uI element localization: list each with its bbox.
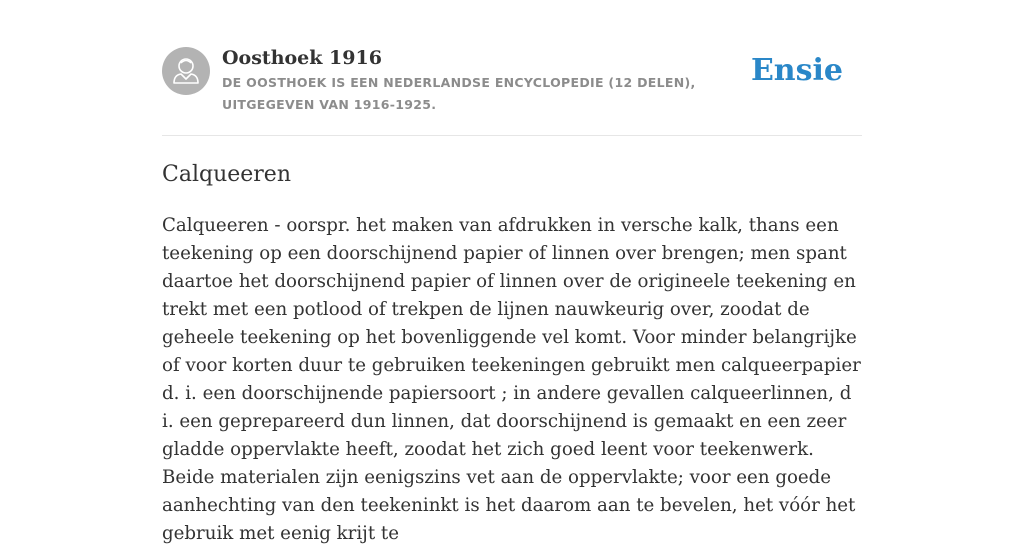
header-divider (162, 135, 862, 136)
ensie-logo[interactable]: Ensie (750, 53, 843, 88)
entry-body: Calqueeren - oorspr. het maken van afdrukken in versche kalk, thans een teekening op een doorschijnend papier of linnen over brengen; men spant daartoe het doorschijnend papier of linnen over de origineele teekening en trekt met een potlood of trekpen de lijnen nauwkeurig over, zoodat de geheele teekening op het bovenliggende vel komt. Voor minder belangrijke of voor korten duur te gebruiken teekeningen gebruikt men calqueerpapier d. i. een doorschijnende papiersoort ; in andere gevallen calqueerlinnen, d i. een geprepareerd dun linnen, dat doorschijnend is gemaakt en een zeer gladde oppervlakte heeft, zoodat het zich goed leent voor teekenwerk. Beide materialen zijn eenigszins vet aan de oppervlakte; voor een goede aanhechting van den teekeninkt is het daarom aan te bevelen, het vóór het gebruik met eenig krijt te (162, 215, 861, 544)
source-info (222, 46, 762, 116)
source-name[interactable]: Oosthoek 1916 (222, 47, 382, 69)
source-header (162, 46, 862, 118)
page (162, 0, 862, 544)
entry-title: Calqueeren (162, 162, 291, 187)
user-avatar-icon[interactable] (162, 47, 210, 95)
source-description: DE OOSTHOEK IS EEN NEDERLANDSE ENCYCLOPEDIE (12 DELEN), UITGEGEVEN VAN 1916-1925. (222, 75, 696, 112)
